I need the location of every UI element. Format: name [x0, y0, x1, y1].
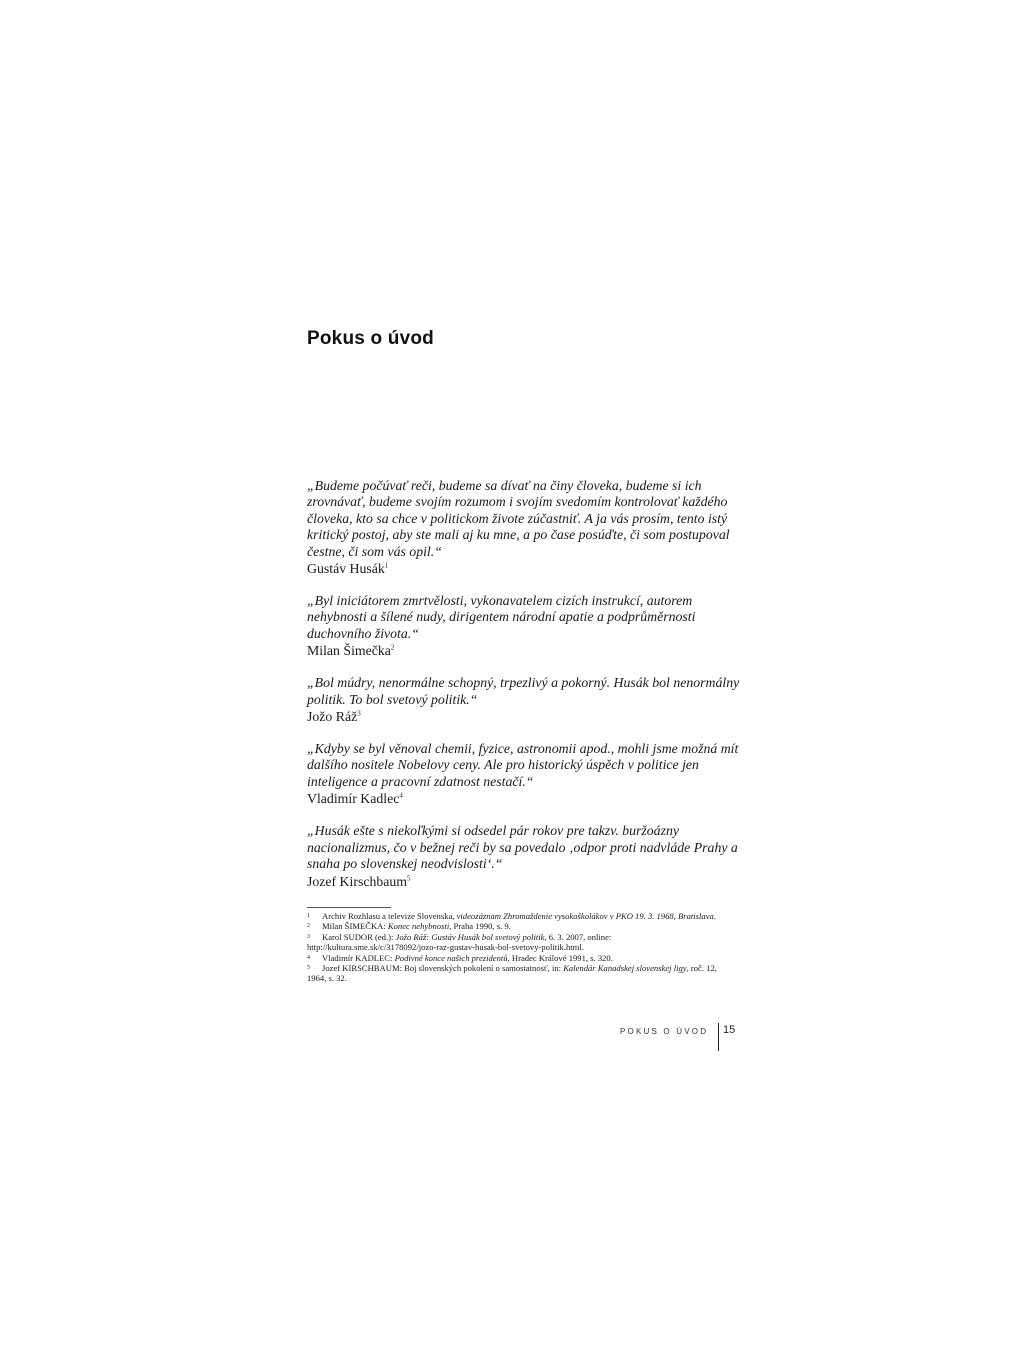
footnotes — [307, 911, 737, 984]
footnote-text: Jozef KIRSCHBAUM: Boj slovenských pokolení o samostatnosť, in: — [322, 963, 564, 974]
quote-author — [307, 642, 747, 659]
page-number: 15 — [723, 1024, 736, 1036]
quote-text: „Byl iniciátorem zmrtvělosti, vykonavatelem cizích instrukcí, autorem nehybnosti a šílené nudy, dirigentem národní apatie a podprůměrnosti duchovního života.“ — [307, 593, 696, 641]
quote-author — [307, 790, 747, 807]
epigraph-quotes — [307, 478, 747, 906]
footnote-title: Kalendár Kanadskej slovenskej ligy — [563, 963, 687, 974]
quote-author — [307, 560, 747, 577]
quote-author — [307, 708, 747, 725]
footnote-ref[interactable]: 4 — [399, 791, 403, 800]
footnote-title: Konec nehybnosti — [387, 921, 450, 932]
page-number-divider — [718, 1023, 719, 1051]
footnote — [307, 911, 737, 921]
running-head: POKUS O ÚVOD — [620, 1027, 709, 1036]
quote-block — [307, 593, 747, 659]
footnote-tail: . — [713, 911, 716, 921]
quote-text: „Bol múdry, nenormálne schopný, trpezlivý a pokorný. Husák bol nenormálny politik. To bol svetový politik.“ — [307, 675, 740, 707]
chapter-title: Pokus o úvod — [307, 328, 434, 349]
footnote-ref[interactable]: 1 — [384, 561, 389, 570]
quote-text: „Budeme počúvať reči, budeme sa dívať na činy človeka, budeme si ich zrovnávať, budeme svojím rozumom i svojím svedomím kontrolovať každého človeka, kto sa chce v politickom živote zúčastniť. A ja vás prosím, tento istý kritický postoj, aby ste mali aj ku mne, a po čase posúďte, či som postupoval čestne, či som vás opil.“ — [307, 478, 730, 559]
quote-block — [307, 741, 747, 807]
footnote — [307, 953, 737, 963]
footnote-tail: , Hradec Králové 1991, s. 320. — [507, 952, 613, 963]
footnote-tail: , 6. 3. 2007, online: http://kultura.sme.sk/c/3178092/jozo-raz-gustav-husak-bol-svetovy-politik.html. — [307, 931, 612, 953]
footnote — [307, 921, 737, 931]
footnote-divider — [307, 907, 391, 908]
quote-author-name: Milan Šimečka — [307, 643, 391, 659]
footnote-text: Milan ŠIMEČKA: — [322, 921, 388, 932]
footnote-title: Podivné konce našich prezidentů — [394, 952, 508, 963]
footnote-text: Vladimír KADLEC: — [322, 952, 395, 963]
footnote-number: 2 — [307, 923, 310, 930]
footnote-ref[interactable]: 2 — [390, 643, 395, 652]
quote-author-name: Gustáv Husák — [307, 561, 385, 577]
footnote-number: 5 — [307, 965, 310, 972]
quote-text: „Kdyby se byl věnoval chemii, fyzice, astronomii apod., mohli jsme možná mít dalšího nositele Nobelovy ceny. Ale pro historický úspěch v politice jen inteligence a pracovní zdatnost nestačí.“ — [307, 741, 739, 789]
quote-author — [307, 873, 747, 890]
quote-block — [307, 675, 747, 725]
footnote — [307, 963, 737, 984]
quote-author-name: Vladimír Kadlec — [307, 791, 400, 807]
quote-block — [307, 478, 747, 577]
footnote — [307, 932, 737, 953]
footnote-ref[interactable]: 5 — [407, 873, 411, 882]
quote-text: „Husák ešte s niekoľkými si odsedel pár rokov pre takzv. buržoázny nacionalizmus, čo v bežnej reči by sa povedalo ‚odpor proti nadvláde Prahy a snaha po slovenskej neodvislosti‘.“ — [307, 823, 738, 872]
footnote-number: 4 — [307, 954, 310, 961]
quote-author-name: Jožo Ráž — [307, 709, 358, 725]
footnote-tail: , Praha 1990, s. 9. — [449, 921, 511, 932]
quote-author-name: Jozef Kirschbaum — [307, 873, 407, 889]
footnote-number: 3 — [307, 933, 310, 940]
footnote-title: videozáznam Zhromaždenie vysokoškolákov v PKO 19. 3. 1968, Bratislava — [456, 911, 714, 921]
quote-block — [307, 823, 747, 889]
footnote-ref[interactable]: 3 — [357, 709, 361, 718]
footnote-title: Jožo Ráž: Gustáv Husák bol svetový politik — [395, 931, 545, 942]
footnote-text: Archiv Rozhlasu a televize Slovenska, — [322, 911, 457, 921]
footnote-tail: , roč. 12, 1964, s. 32. — [307, 963, 717, 984]
footnote-number: 1 — [307, 913, 310, 919]
footnote-text: Karol SUDOR (ed.): — [322, 931, 396, 942]
